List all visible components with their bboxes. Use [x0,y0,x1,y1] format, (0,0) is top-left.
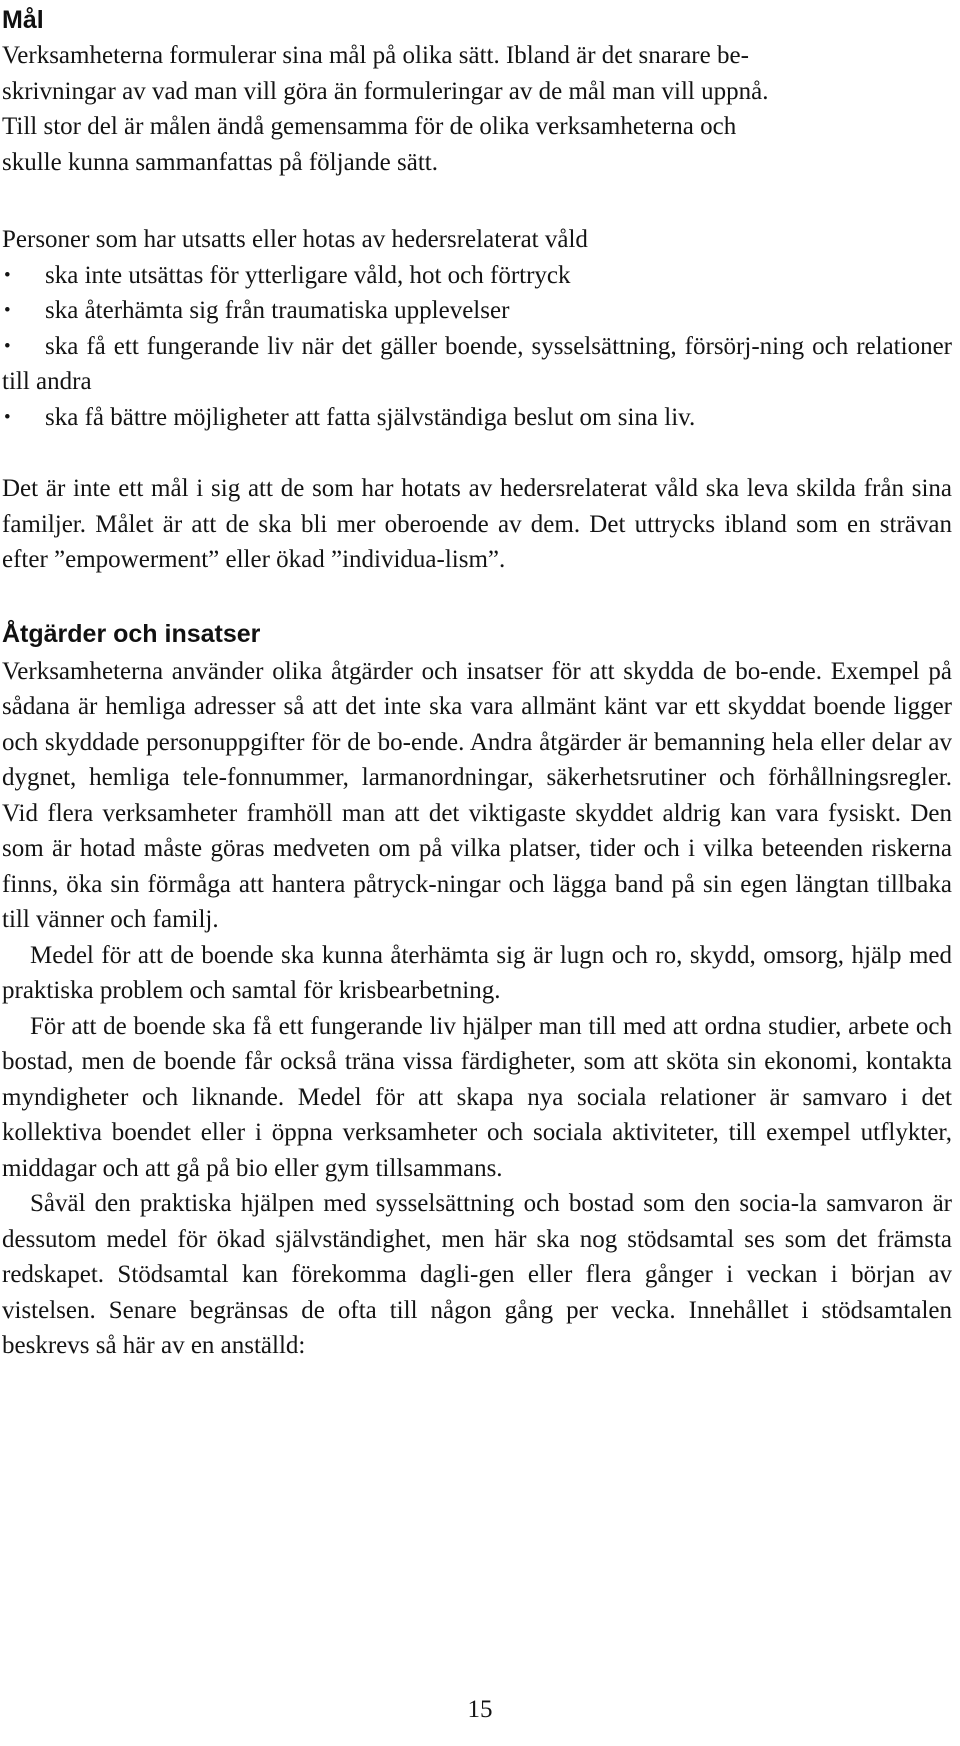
closing-paragraph: Det är inte ett mål i sig att de som har hotats av hedersrelaterat våld ska leva skilda från sina familjer. Målet är att de ska bli mer oberoende av dem. Det uttrycks ibland som en strävan efter ”empowerment” eller ökad ”individua-lism”. [2,475,952,573]
intro-line: skulle kunna sammanfattas på följande sätt. [2,148,438,176]
list-item-text: ska få ett fungerande liv när det gäller boende, sysselsättning, försörj-ning och relationer till andra [2,332,952,395]
heading-atgarder: Åtgärder och insatser [2,619,261,648]
page-content [2,0,952,1364]
body-paragraph: Verksamheterna använder olika åtgärder och insatser för att skydda de bo-ende. Exempel på sådana är hemliga adresser så att det inte ska vara allmänt känt var ett skyddat boende ligger och skyddade personuppgifter för de bo-ende. Andra åtgärder är bemanning hela eller delar av dygnet, hemliga tele-fonnummer, larmanordningar, säkerhetsrutiner och förhållningsregler. Vid flera verksamheter framhöll man att det viktigaste skyddet aldrig kan vara fysiskt. Den som är hotad måste göras medveten om på vilka platser, tider och i vilka beteenden riskerna finns, öka sin förmåga att hantera påtryck-ningar och lägga band på sin egen längtan tillbaka till vänner och familj. [2,657,952,933]
list-lead: Personer som har utsatts eller hotas av hedersrelaterat våld [2,226,588,253]
list-item [2,258,952,294]
list-item [2,329,952,400]
body-paragraph: Medel för att de boende ska kunna återhämta sig är lugn och ro, skydd, omsorg, hjälp med praktiska problem och samtal för krisbearbetning. [2,941,952,1004]
list-item-text: ska återhämta sig från traumatiska upplevelser [45,297,510,324]
bullet-icon: • [4,335,11,357]
goals-list [2,258,952,436]
intro-paragraph [2,38,952,180]
intro-line: skrivningar av vad man vill göra än formuleringar av de mål man vill uppnå. [2,77,769,105]
intro-line: Verksamheterna formulerar sina mål på olika sätt. Ibland är det snarare be- [2,42,749,69]
heading-mal: Mål [2,6,44,34]
list-item-text: ska få bättre möjligheter att fatta självständiga beslut om sina liv. [45,403,696,431]
list-item-text: ska inte utsättas för ytterligare våld, hot och förtryck [45,261,571,289]
intro-line: Till stor del är målen ändå gemensamma för de olika verksamheterna och [2,113,737,140]
bullet-icon: • [4,300,11,321]
bullet-icon: • [4,264,11,286]
body-paragraph: Såväl den praktiska hjälpen med sysselsättning och bostad som den socia-la samvaron är dessutom medel för ökad självständighet, men här ska nog stödsamtal ses som det främsta redskapet. Stödsamtal kan förekomma dagli-gen eller flera gånger i veckan i början av vistelsen. Senare begränsas de ofta till någon gång per vecka. Innehållet i stödsamtalen beskrevs så här av en anställd: [2,1190,952,1359]
page-number: 15 [467,1696,493,1723]
body-paragraph: För att de boende ska få ett fungerande liv hjälper man till med att ordna studier, arbete och bostad, men de boende får också träna vissa färdigheter, som att sköta sin ekonomi, kontakta myndigheter och liknande. Medel för att skapa nya sociala relationer är samvaro i det kollektiva boendet eller i öppna verksamheter och sociala aktiviteter, till exempel utflykter, middagar och att gå på bio eller gym tillsammans. [2,1012,952,1182]
list-item [2,400,952,436]
list-item [2,293,952,329]
bullet-icon: • [4,406,11,428]
